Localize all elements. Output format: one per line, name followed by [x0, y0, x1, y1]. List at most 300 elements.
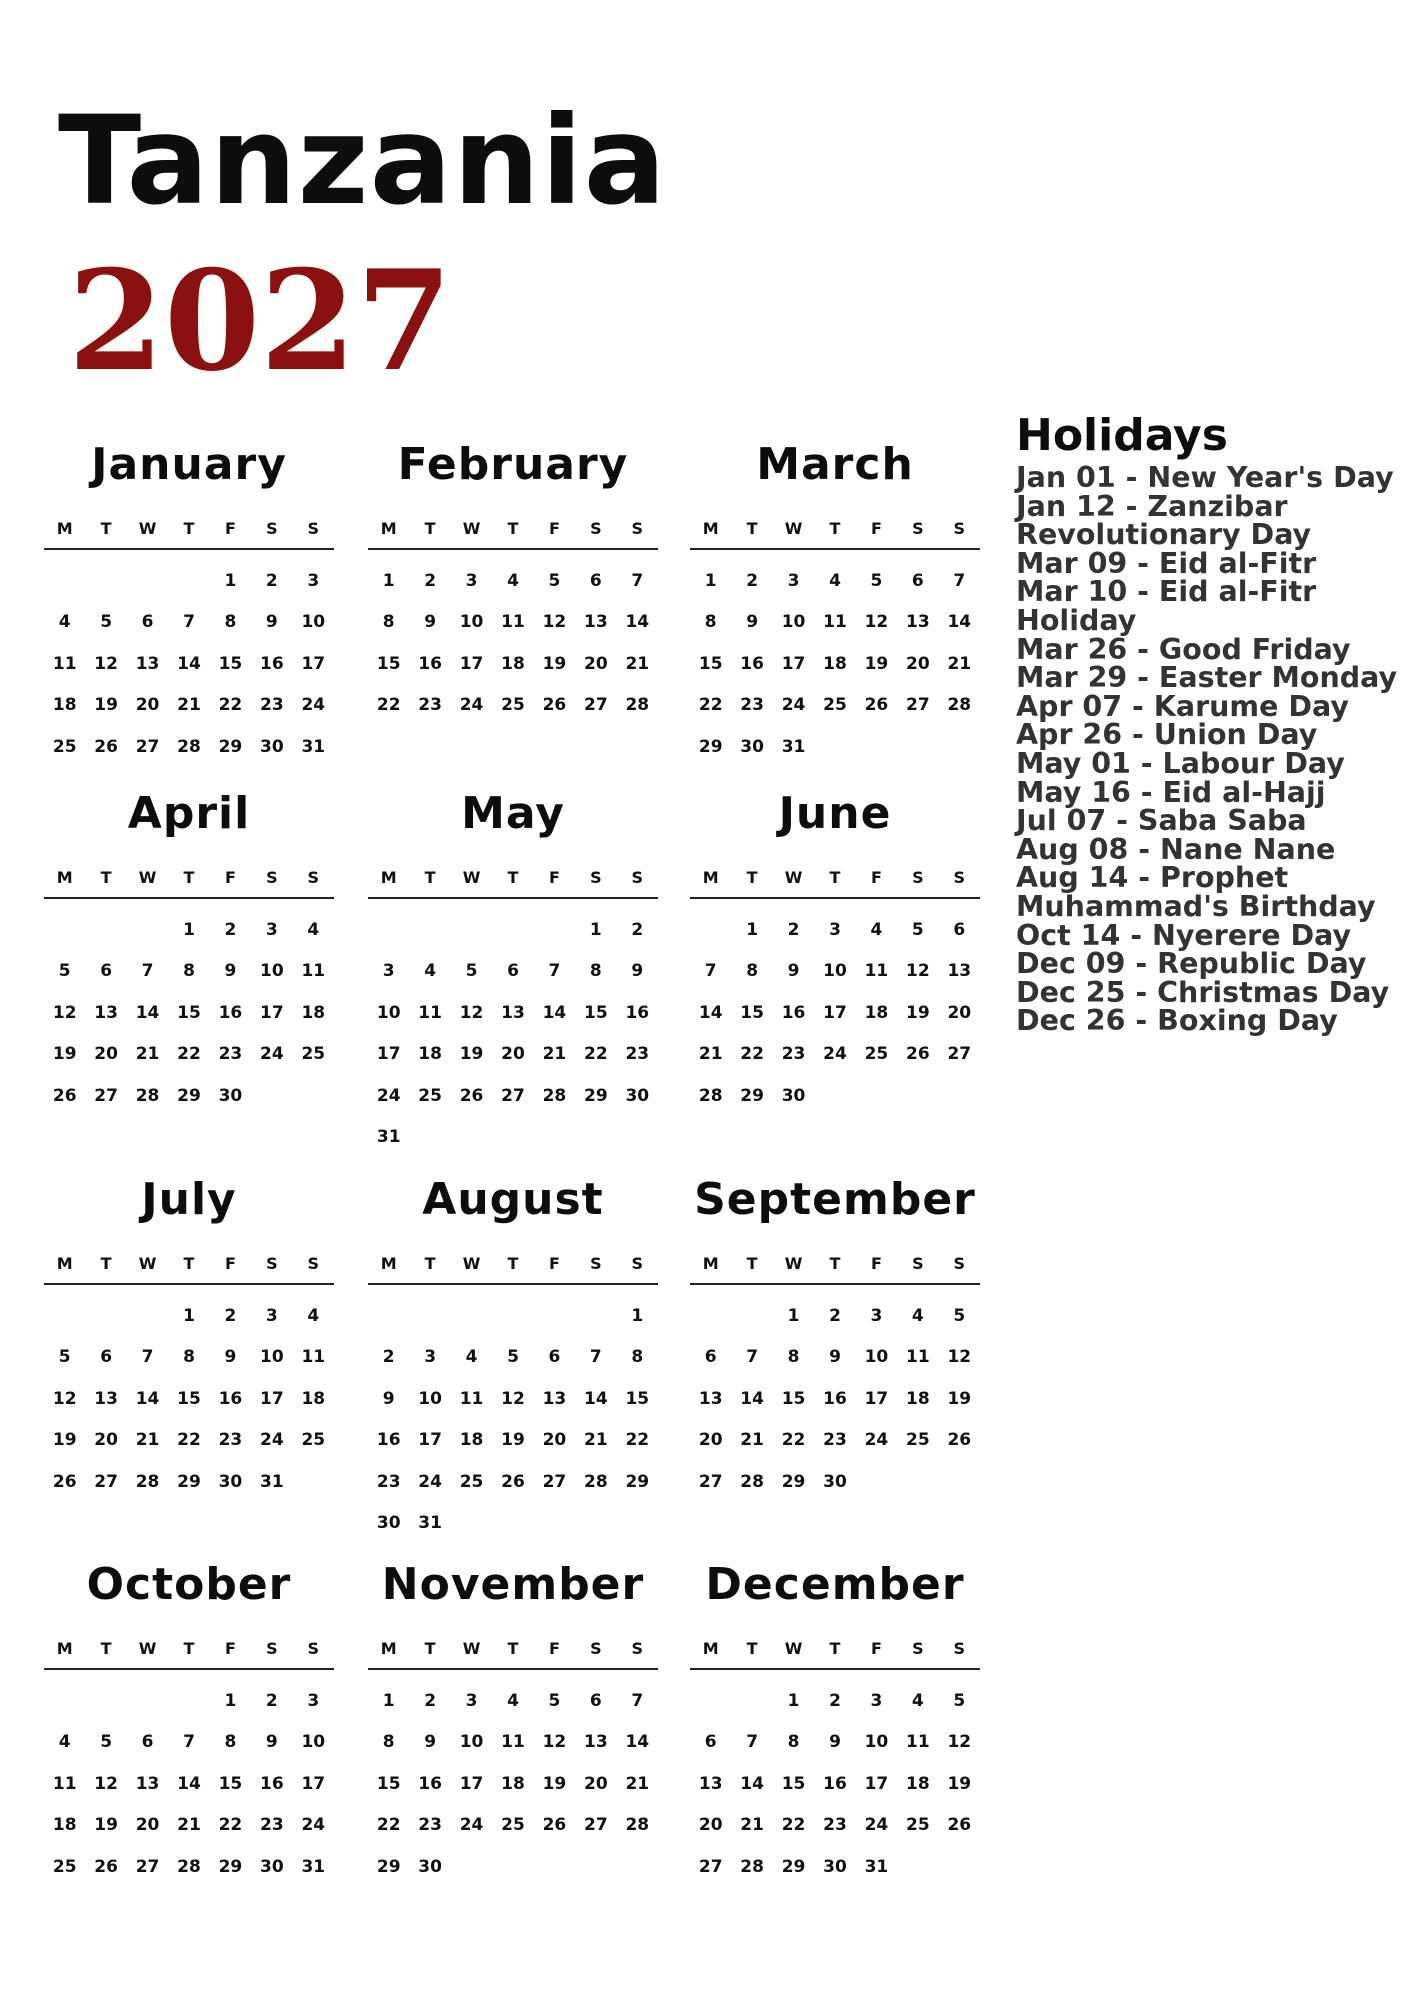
day-cell: 6 — [704, 1347, 717, 1368]
weekday-header: S — [631, 868, 644, 887]
day-cell: 19 — [501, 1430, 525, 1451]
day-cell: 31 — [418, 1513, 442, 1534]
day-cell: 30 — [625, 1085, 650, 1106]
day-cell: 24 — [864, 1815, 889, 1836]
day-cell: 25 — [864, 1044, 889, 1065]
day-cell: 24 — [301, 695, 326, 716]
day-cell: 9 — [787, 961, 800, 982]
day-cell: 1 — [183, 919, 195, 940]
day-cell: 21 — [625, 653, 650, 674]
holiday-item: May 16 - Eid al-Hajj — [1016, 775, 1326, 809]
day-cell: 21 — [740, 1815, 764, 1836]
day-cell: 28 — [177, 1856, 201, 1877]
weekday-header: F — [548, 519, 560, 538]
day-cell: 18 — [906, 1388, 930, 1409]
holiday-item: Mar 09 - Eid al-Fitr — [1016, 546, 1317, 580]
weekday-header: S — [307, 1639, 320, 1658]
weekday-header: M — [702, 1254, 719, 1273]
weekday-header: F — [548, 1639, 560, 1658]
day-cell: 4 — [507, 570, 519, 591]
month-august — [368, 1170, 658, 1544]
day-cell: 6 — [704, 1732, 717, 1753]
day-cell: 20 — [947, 1002, 972, 1023]
weekday-header: F — [870, 868, 882, 887]
empty-day-cell — [85, 1295, 126, 1337]
day-cell: 4 — [307, 1305, 320, 1326]
day-cell: 11 — [501, 1732, 525, 1753]
day-cell: 2 — [829, 1690, 841, 1711]
day-cell: 21 — [542, 1044, 567, 1065]
day-cell: 7 — [953, 570, 966, 591]
empty-day-cell — [127, 1295, 168, 1337]
day-cell: 23 — [418, 695, 442, 716]
month-june — [690, 784, 980, 1117]
day-cell: 10 — [418, 1388, 442, 1409]
weekday-header: W — [138, 868, 157, 887]
holiday-item: Dec 26 - Boxing Day — [1016, 1004, 1338, 1038]
day-cell: 20 — [94, 1044, 118, 1065]
day-cell: 17 — [260, 1002, 284, 1023]
day-cell: 29 — [584, 1085, 608, 1106]
day-cell: 15 — [584, 1002, 608, 1023]
day-cell: 31 — [376, 1127, 401, 1148]
day-cell: 9 — [631, 961, 644, 982]
day-cell: 9 — [224, 961, 237, 982]
day-cell: 27 — [584, 695, 608, 716]
weekday-header: T — [100, 868, 112, 887]
day-cell: 18 — [906, 1773, 930, 1794]
day-cell: 11 — [864, 961, 889, 982]
day-cell: 16 — [376, 1430, 401, 1451]
day-cell: 19 — [542, 1773, 567, 1794]
weekday-header-row — [690, 1639, 980, 1670]
day-cell: 16 — [781, 1002, 806, 1023]
day-cell: 22 — [218, 695, 243, 716]
holiday-item: Jan 01 - New Year's Day — [1016, 461, 1394, 494]
day-cell: 26 — [542, 695, 567, 716]
day-cell: 30 — [781, 1085, 806, 1106]
holiday-item: Dec 09 - Republic Day — [1016, 947, 1367, 981]
day-cell: 27 — [94, 1085, 118, 1106]
weekday-header: S — [307, 1254, 320, 1273]
day-cell: 13 — [542, 1388, 567, 1409]
day-cell: 5 — [100, 612, 113, 633]
weekday-header: T — [829, 519, 841, 538]
day-cell: 14 — [177, 1773, 201, 1794]
weekday-header: S — [912, 519, 924, 538]
day-cell: 19 — [459, 1044, 484, 1065]
day-cell: 7 — [746, 1347, 759, 1368]
day-cell: 24 — [418, 1471, 442, 1492]
day-cell: 10 — [459, 612, 484, 633]
year-title: 2027 — [68, 239, 453, 402]
day-cell: 17 — [864, 1773, 889, 1794]
day-cell: 29 — [625, 1471, 650, 1492]
day-cell: 30 — [823, 1856, 847, 1877]
weekday-header: T — [829, 1254, 841, 1273]
day-cell: 15 — [218, 1773, 243, 1794]
day-cell: 7 — [141, 1347, 154, 1368]
day-cell: 15 — [177, 1002, 201, 1023]
weekday-header: F — [224, 519, 236, 538]
day-cell: 2 — [224, 1305, 237, 1326]
weekday-header: T — [746, 1254, 758, 1273]
day-grid — [44, 1680, 334, 1888]
weekday-header-row — [44, 1254, 334, 1285]
day-cell: 27 — [542, 1471, 567, 1492]
empty-day-cell — [492, 909, 533, 951]
day-cell: 2 — [265, 570, 278, 591]
day-cell: 6 — [100, 1347, 113, 1368]
day-cell: 2 — [424, 1690, 437, 1711]
weekday-header-row — [368, 1254, 658, 1285]
empty-day-cell — [690, 1295, 731, 1337]
day-cell: 20 — [906, 653, 930, 674]
day-cell: 3 — [465, 570, 478, 591]
weekday-header: W — [462, 868, 481, 887]
weekday-header: M — [380, 1639, 397, 1658]
day-cell: 7 — [631, 570, 644, 591]
weekday-header: T — [424, 1639, 436, 1658]
day-cell: 14 — [625, 612, 650, 633]
holiday-item: Oct 14 - Nyerere Day — [1016, 918, 1352, 952]
day-cell: 16 — [823, 1773, 847, 1794]
holiday-item: Jul 07 - Saba Saba — [1016, 804, 1307, 838]
weekday-header-row — [690, 519, 980, 550]
day-cell: 6 — [589, 570, 602, 591]
month-may — [368, 784, 658, 1158]
day-cell: 24 — [376, 1085, 401, 1106]
day-cell: 22 — [376, 695, 401, 716]
day-cell: 14 — [542, 1002, 567, 1023]
day-cell: 28 — [740, 1471, 764, 1492]
day-grid — [368, 560, 658, 726]
day-cell: 5 — [953, 1305, 966, 1326]
weekday-header: T — [183, 519, 195, 538]
weekday-header-row — [690, 868, 980, 899]
holiday-item: Aug 08 - Nane Nane — [1016, 832, 1336, 866]
day-cell: 23 — [740, 695, 764, 716]
day-cell: 23 — [218, 1430, 243, 1451]
day-cell: 6 — [141, 612, 154, 633]
holidays-title: Holidays — [1016, 410, 1228, 461]
weekday-header: M — [56, 868, 73, 887]
day-cell: 10 — [376, 1002, 401, 1023]
day-cell: 28 — [698, 1085, 723, 1106]
weekday-header: W — [138, 1639, 157, 1658]
day-cell: 26 — [906, 1044, 930, 1065]
day-cell: 13 — [135, 1773, 160, 1794]
day-cell: 12 — [52, 1002, 77, 1023]
day-cell: 23 — [781, 1044, 806, 1065]
day-cell: 13 — [698, 1388, 723, 1409]
day-cell: 12 — [459, 1002, 484, 1023]
day-cell: 28 — [625, 1815, 650, 1836]
weekday-header: W — [462, 1254, 481, 1273]
day-cell: 30 — [740, 736, 764, 757]
day-cell: 17 — [864, 1388, 889, 1409]
day-cell: 19 — [864, 653, 889, 674]
day-cell: 18 — [823, 653, 847, 674]
month-march — [690, 435, 980, 768]
day-cell: 21 — [584, 1430, 608, 1451]
empty-day-cell — [409, 909, 450, 951]
empty-day-cell — [127, 1680, 168, 1722]
day-cell: 5 — [58, 1347, 71, 1368]
month-name: January — [91, 439, 287, 490]
day-cell: 1 — [746, 919, 759, 940]
day-cell: 8 — [183, 1347, 195, 1368]
day-cell: 6 — [548, 1347, 561, 1368]
day-cell: 8 — [631, 1347, 644, 1368]
day-cell: 28 — [947, 695, 972, 716]
day-cell: 29 — [781, 1856, 806, 1877]
day-cell: 27 — [135, 736, 160, 757]
weekday-header: T — [183, 1639, 195, 1658]
day-cell: 19 — [52, 1044, 77, 1065]
day-cell: 19 — [94, 1815, 118, 1836]
day-cell: 7 — [589, 1347, 602, 1368]
day-cell: 11 — [301, 961, 326, 982]
day-cell: 25 — [301, 1430, 326, 1451]
day-cell: 27 — [906, 695, 930, 716]
day-cell: 21 — [177, 695, 201, 716]
weekday-header: S — [307, 868, 320, 887]
day-cell: 5 — [953, 1690, 966, 1711]
day-cell: 6 — [100, 961, 113, 982]
empty-day-cell — [534, 1295, 575, 1337]
day-cell: 23 — [260, 1815, 284, 1836]
day-cell: 11 — [501, 612, 525, 633]
weekday-header: F — [870, 1639, 882, 1658]
weekday-header: W — [784, 519, 803, 538]
day-grid — [690, 560, 980, 768]
day-cell: 9 — [829, 1732, 841, 1753]
month-october — [44, 1555, 334, 1888]
day-cell: 14 — [584, 1388, 608, 1409]
weekday-header: W — [138, 519, 157, 538]
day-cell: 22 — [625, 1430, 650, 1451]
day-cell: 15 — [376, 653, 401, 674]
holiday-list — [1016, 461, 1406, 1038]
day-cell: 23 — [218, 1044, 243, 1065]
day-cell: 25 — [52, 1856, 77, 1877]
day-cell: 29 — [218, 1856, 243, 1877]
day-cell: 23 — [625, 1044, 650, 1065]
day-cell: 29 — [781, 1471, 806, 1492]
empty-day-cell — [44, 560, 85, 602]
day-cell: 25 — [501, 1815, 525, 1836]
weekday-header: S — [631, 1254, 644, 1273]
day-cell: 19 — [906, 1002, 930, 1023]
day-cell: 4 — [307, 919, 320, 940]
day-cell: 8 — [589, 961, 602, 982]
day-cell: 10 — [864, 1732, 889, 1753]
weekday-header: S — [266, 868, 278, 887]
day-cell: 29 — [177, 1471, 201, 1492]
day-cell: 12 — [94, 1773, 118, 1794]
month-name: March — [756, 439, 914, 490]
day-cell: 5 — [465, 961, 478, 982]
day-cell: 20 — [698, 1430, 723, 1451]
day-cell: 17 — [781, 653, 806, 674]
day-cell: 1 — [224, 570, 237, 591]
weekday-header: M — [56, 519, 73, 538]
holiday-item: Apr 26 - Union Day — [1016, 718, 1318, 752]
weekday-header-row — [368, 1639, 658, 1670]
day-cell: 24 — [260, 1430, 284, 1451]
day-grid — [44, 560, 334, 768]
weekday-header: T — [829, 868, 841, 887]
day-cell: 25 — [418, 1085, 442, 1106]
day-cell: 16 — [418, 1773, 442, 1794]
day-cell: 12 — [542, 612, 567, 633]
day-cell: 18 — [52, 695, 77, 716]
day-cell: 21 — [740, 1430, 764, 1451]
day-cell: 10 — [823, 961, 847, 982]
day-cell: 1 — [787, 1305, 800, 1326]
day-cell: 7 — [704, 961, 717, 982]
day-cell: 14 — [698, 1002, 723, 1023]
day-grid — [44, 1295, 334, 1503]
day-cell: 10 — [301, 1732, 326, 1753]
day-cell: 13 — [94, 1002, 118, 1023]
empty-day-cell — [451, 1295, 492, 1337]
month-name: February — [397, 439, 629, 490]
month-september — [690, 1170, 980, 1503]
weekday-header-row — [44, 868, 334, 899]
weekday-header: T — [183, 1254, 195, 1273]
empty-day-cell — [368, 1295, 409, 1337]
day-cell: 25 — [501, 695, 525, 716]
day-cell: 10 — [459, 1732, 484, 1753]
day-cell: 8 — [183, 961, 195, 982]
day-cell: 5 — [507, 1347, 519, 1368]
day-cell: 23 — [418, 1815, 442, 1836]
weekday-header: F — [548, 868, 560, 887]
day-cell: 17 — [301, 653, 326, 674]
day-cell: 17 — [459, 653, 484, 674]
day-cell: 8 — [787, 1347, 800, 1368]
weekday-header: M — [56, 1639, 73, 1658]
weekday-header: M — [56, 1254, 73, 1273]
day-cell: 22 — [584, 1044, 608, 1065]
day-cell: 27 — [501, 1085, 525, 1106]
month-april — [44, 784, 334, 1117]
day-cell: 18 — [501, 1773, 525, 1794]
weekday-header: S — [266, 519, 278, 538]
month-name: October — [86, 1559, 292, 1610]
weekday-header: M — [380, 868, 397, 887]
day-cell: 24 — [459, 695, 484, 716]
month-name: June — [778, 788, 892, 839]
day-cell: 1 — [382, 570, 395, 591]
day-grid — [368, 1295, 658, 1544]
day-cell: 17 — [418, 1430, 442, 1451]
day-cell: 25 — [823, 695, 847, 716]
day-cell: 27 — [698, 1856, 723, 1877]
day-cell: 9 — [224, 1347, 237, 1368]
day-cell: 26 — [864, 695, 889, 716]
day-cell: 12 — [94, 653, 118, 674]
day-cell: 8 — [224, 1732, 237, 1753]
day-cell: 15 — [781, 1388, 806, 1409]
day-cell: 23 — [823, 1430, 847, 1451]
weekday-header: T — [829, 1639, 841, 1658]
day-cell: 16 — [218, 1002, 243, 1023]
day-cell: 2 — [829, 1305, 841, 1326]
day-cell: 14 — [625, 1732, 650, 1753]
day-cell: 24 — [260, 1044, 284, 1065]
day-cell: 8 — [224, 612, 237, 633]
day-cell: 20 — [542, 1430, 567, 1451]
day-cell: 6 — [953, 919, 966, 940]
weekday-header: S — [590, 868, 602, 887]
day-cell: 13 — [501, 1002, 525, 1023]
day-cell: 15 — [781, 1773, 806, 1794]
day-cell: 20 — [135, 1815, 160, 1836]
weekday-header: S — [953, 519, 966, 538]
day-cell: 1 — [382, 1690, 395, 1711]
empty-day-cell — [44, 909, 85, 951]
day-cell: 24 — [459, 1815, 484, 1836]
day-cell: 27 — [94, 1471, 118, 1492]
day-cell: 25 — [906, 1815, 930, 1836]
day-cell: 14 — [740, 1388, 764, 1409]
day-cell: 7 — [631, 1690, 644, 1711]
day-cell: 10 — [781, 612, 806, 633]
day-cell: 13 — [698, 1773, 723, 1794]
day-cell: 14 — [135, 1388, 160, 1409]
day-cell: 2 — [382, 1347, 395, 1368]
day-grid — [368, 909, 658, 1158]
day-cell: 20 — [94, 1430, 118, 1451]
day-cell: 1 — [589, 919, 602, 940]
day-cell: 19 — [947, 1388, 972, 1409]
day-cell: 11 — [459, 1388, 484, 1409]
day-cell: 1 — [183, 1305, 195, 1326]
day-cell: 22 — [781, 1815, 806, 1836]
day-cell: 21 — [135, 1044, 160, 1065]
day-cell: 13 — [94, 1388, 118, 1409]
day-cell: 13 — [135, 653, 160, 674]
day-cell: 3 — [307, 1690, 320, 1711]
empty-day-cell — [127, 909, 168, 951]
day-cell: 27 — [584, 1815, 608, 1836]
day-cell: 12 — [947, 1732, 972, 1753]
day-cell: 22 — [218, 1815, 243, 1836]
day-cell: 28 — [584, 1471, 608, 1492]
holiday-item: May 01 - Labour Day — [1016, 746, 1345, 780]
day-cell: 3 — [787, 570, 800, 591]
day-cell: 12 — [501, 1388, 525, 1409]
weekday-header: T — [424, 868, 436, 887]
weekday-header: T — [507, 1254, 519, 1273]
month-december — [690, 1555, 980, 1888]
day-cell: 8 — [382, 612, 395, 633]
day-grid — [44, 909, 334, 1117]
empty-day-cell — [85, 560, 126, 602]
weekday-header: M — [702, 1639, 719, 1658]
weekday-header: S — [912, 868, 924, 887]
weekday-header: W — [462, 519, 481, 538]
day-cell: 26 — [52, 1471, 77, 1492]
weekday-header-row — [690, 1254, 980, 1285]
day-cell: 30 — [376, 1513, 401, 1534]
day-cell: 12 — [542, 1732, 567, 1753]
day-cell: 21 — [947, 653, 972, 674]
day-cell: 23 — [376, 1471, 401, 1492]
